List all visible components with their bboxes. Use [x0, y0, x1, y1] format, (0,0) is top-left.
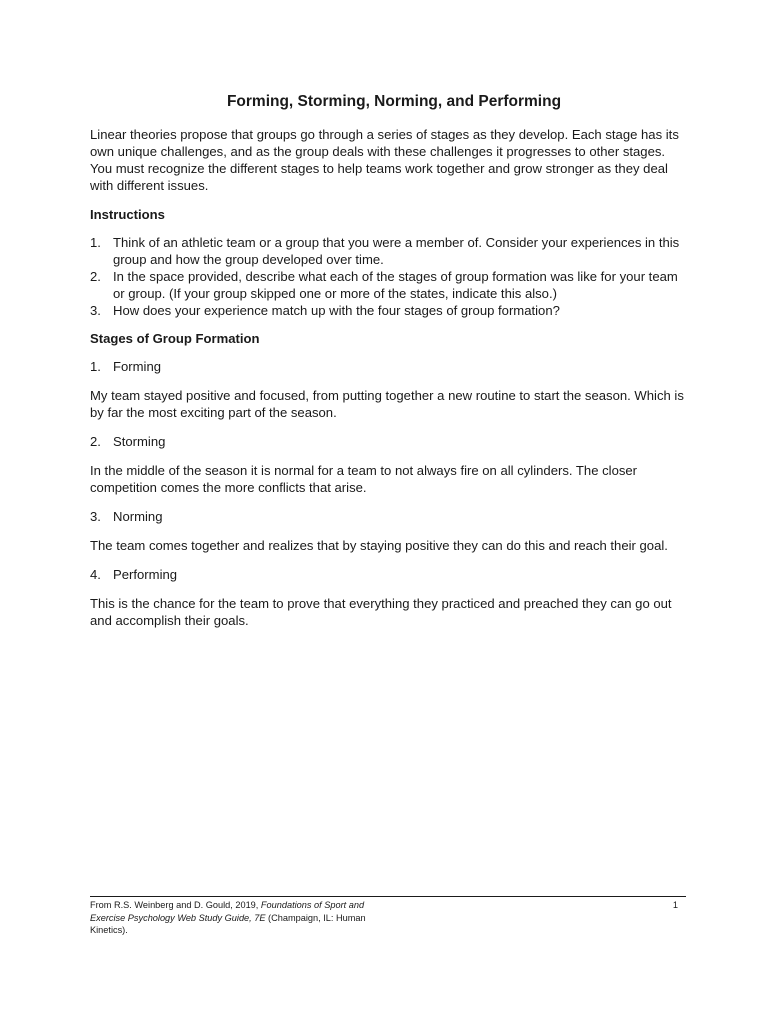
stage-number: 3.	[90, 509, 101, 524]
list-item	[90, 302, 686, 319]
page-title: Forming, Storming, Norming, and Performing	[226, 93, 562, 110]
stage-name: Performing	[113, 567, 178, 582]
stage-response: The team comes together and realizes that by staying positive they can do this and reach their goal.	[90, 538, 668, 553]
instructions-list	[90, 234, 686, 319]
list-item-text: In the space provided, describe what each of the stages of group formation was like for your team or group. (If your group skipped one or more of the states, indicate this also.)	[113, 269, 678, 301]
stage-norming	[90, 508, 686, 554]
list-item-number: 3.	[90, 303, 101, 318]
stage-number: 1.	[90, 359, 101, 374]
stage-number: 2.	[90, 434, 101, 449]
list-item-number: 2.	[90, 269, 101, 284]
list-item	[90, 268, 686, 302]
stage-performing	[90, 566, 686, 629]
list-item-text: Think of an athletic team or a group that you were a member of. Consider your experiences in this group and how the group developed over time.	[113, 235, 680, 267]
page-footer	[90, 896, 686, 937]
stage-number: 4.	[90, 567, 101, 582]
citation	[90, 899, 390, 937]
stage-label	[90, 508, 686, 525]
stage-name: Forming	[113, 359, 162, 374]
stage-label	[90, 566, 686, 583]
list-item-number: 1.	[90, 235, 101, 250]
citation-prefix: From R.S. Weinberg and D. Gould, 2019,	[90, 900, 261, 910]
list-item-text: How does your experience match up with the four stages of group formation?	[113, 303, 560, 318]
citation-suffix: (Champaign, IL: Human Kinetics).	[90, 912, 366, 936]
stage-forming	[90, 358, 686, 421]
stage-response: This is the chance for the team to prove that everything they practiced and preached they can go out and accomplish their goals.	[90, 596, 672, 628]
stage-response: In the middle of the season it is normal for a team to not always fire on all cylinders. The closer competition comes the more conflicts that arise.	[90, 463, 638, 495]
intro-paragraph: Linear theories propose that groups go through a series of stages as they develop. Each stage has its own unique challenges, and as the group deals with these challenges it progresses to other stages. You must recognize the different stages to help teams work together and grow stronger as they deal with different issues.	[90, 127, 679, 193]
stage-response: My team stayed positive and focused, from putting together a new routine to start the season. Which is by far the most exciting part of the season.	[90, 388, 684, 420]
instructions-heading: Instructions	[90, 207, 165, 222]
stage-label	[90, 433, 686, 450]
citation-title: Foundations of Sport and Exercise Psychology Web Study Guide, 7E	[90, 900, 365, 923]
list-item	[90, 234, 686, 268]
stage-label	[90, 358, 686, 375]
stages-heading: Stages of Group Formation	[90, 331, 260, 346]
stage-storming	[90, 433, 686, 496]
document-page	[90, 92, 686, 641]
stage-name: Norming	[113, 509, 163, 524]
page-number: 1	[672, 900, 678, 910]
stage-name: Storming	[113, 434, 166, 449]
